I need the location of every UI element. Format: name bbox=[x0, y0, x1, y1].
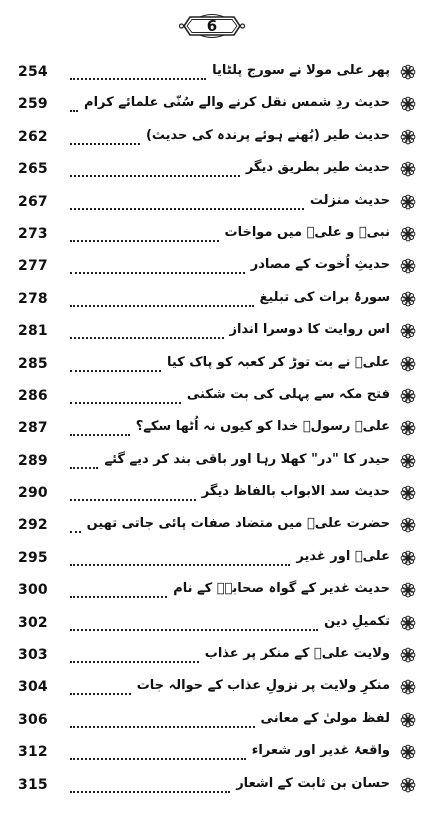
flower-icon bbox=[400, 582, 416, 598]
dotted-leader bbox=[70, 499, 196, 501]
toc-entry-page: 273 bbox=[18, 225, 48, 242]
flower-icon bbox=[400, 485, 416, 501]
toc-entry-title: حدیث منزلت bbox=[306, 189, 390, 213]
toc-entry-title: علیؑ اور غدیر bbox=[292, 545, 390, 569]
toc-entry[interactable] bbox=[0, 771, 424, 803]
toc-entry[interactable] bbox=[0, 252, 424, 284]
flower-icon bbox=[400, 194, 416, 210]
toc-entry-title: واقعۂ غدیر اور شعراء bbox=[248, 739, 390, 763]
toc-entry-title: حیدر کا "در" کھلا رہا اور باقی بند کر دیے گئے bbox=[100, 448, 390, 472]
toc-entry-title: ولایت علیؑ کے منکر پر عذاب bbox=[201, 642, 390, 666]
toc-entry-title: حدیث ردِ شمس نقل کرنے والے سُنّی علمائے کرام bbox=[80, 91, 390, 115]
toc-entry[interactable] bbox=[0, 285, 424, 317]
toc-entry-title: سورۂ برات کی تبلیغ bbox=[256, 286, 391, 310]
toc-entry[interactable] bbox=[0, 511, 424, 543]
toc-entry-title: منکرِ ولایت پر نزولِ عذاب کے حوالہ جات bbox=[133, 674, 390, 698]
flower-icon bbox=[400, 517, 416, 533]
toc-entry-title: حدیثِ اُخوت کے مصادر bbox=[247, 253, 390, 277]
flower-icon bbox=[400, 550, 416, 566]
toc-entry-page: 262 bbox=[18, 128, 48, 145]
dotted-leader bbox=[70, 726, 255, 728]
toc-entry-title: اس روایت کا دوسرا انداز bbox=[226, 318, 390, 342]
dotted-leader bbox=[70, 143, 140, 145]
dotted-leader bbox=[70, 434, 130, 436]
flower-icon bbox=[400, 161, 416, 177]
toc-entry-page: 292 bbox=[18, 517, 48, 534]
toc-entry-title: فتح مکہ سے پہلی کی بت شکنی bbox=[183, 383, 390, 407]
toc-entry-page: 315 bbox=[18, 776, 48, 793]
toc-entry-title: حضرت علیؑ میں متضاد صفات پائی جاتی تھیں bbox=[83, 512, 390, 536]
toc-entry[interactable] bbox=[0, 220, 424, 252]
dotted-leader bbox=[70, 402, 181, 404]
toc-entry-page: 295 bbox=[18, 549, 48, 566]
toc-entry[interactable] bbox=[0, 188, 424, 220]
toc-entry-title: حدیث سد الابواب بالفاظ دیگر bbox=[198, 480, 390, 504]
flower-icon bbox=[400, 420, 416, 436]
dotted-leader bbox=[70, 305, 254, 307]
dotted-leader bbox=[70, 240, 219, 242]
dotted-leader bbox=[70, 78, 206, 80]
flower-icon bbox=[400, 323, 416, 339]
toc-entry[interactable] bbox=[0, 317, 424, 349]
dotted-leader bbox=[70, 758, 246, 760]
page-number-frame bbox=[178, 12, 246, 40]
flower-icon bbox=[400, 453, 416, 469]
dotted-leader bbox=[70, 272, 245, 274]
toc-entry-title: حدیث طیر بطریق دیگر bbox=[242, 156, 390, 180]
dotted-leader bbox=[70, 661, 199, 663]
toc-entry-page: 285 bbox=[18, 355, 48, 372]
toc-entry[interactable] bbox=[0, 155, 424, 187]
toc-entry-title: حسان بن ثابت کے اشعار bbox=[232, 772, 390, 796]
toc-entry-title: علیؑ نے بت توڑ کر کعبہ کو پاک کیا bbox=[163, 351, 390, 375]
toc-entry[interactable] bbox=[0, 382, 424, 414]
toc-entry-page: 290 bbox=[18, 485, 48, 502]
toc-entry-page: 286 bbox=[18, 387, 48, 404]
toc-entry[interactable] bbox=[0, 706, 424, 738]
toc-entry[interactable] bbox=[0, 350, 424, 382]
toc-entry-title: علیؑ رسولؐ خدا کو کیوں نہ اُٹھا سکے؟ bbox=[132, 415, 390, 439]
dotted-leader bbox=[70, 370, 161, 372]
toc-entry-page: 306 bbox=[18, 711, 48, 728]
dotted-leader bbox=[70, 110, 78, 112]
toc-entry[interactable] bbox=[0, 609, 424, 641]
flower-icon bbox=[400, 744, 416, 760]
toc-entry[interactable] bbox=[0, 414, 424, 446]
toc-entry-page: 312 bbox=[18, 744, 48, 761]
toc-entry-page: 254 bbox=[18, 64, 48, 80]
toc-entry-title: نبیؐ و علیؑ میں مواخات bbox=[221, 221, 391, 245]
toc-entry[interactable] bbox=[0, 544, 424, 576]
dotted-leader bbox=[70, 629, 318, 631]
toc-entry[interactable] bbox=[0, 90, 424, 122]
dotted-leader bbox=[70, 596, 167, 598]
toc-entry-page: 259 bbox=[18, 96, 48, 113]
flower-icon bbox=[400, 356, 416, 372]
dotted-leader bbox=[70, 208, 304, 210]
toc-entry[interactable] bbox=[0, 673, 424, 705]
toc-entry[interactable] bbox=[0, 479, 424, 511]
toc-entry-page: 304 bbox=[18, 679, 48, 696]
dotted-leader bbox=[70, 564, 290, 566]
dotted-leader bbox=[70, 337, 224, 339]
toc-entry-title: حدیث غدیر کے گواہ صحابہؓ کے نام bbox=[169, 577, 390, 601]
flower-icon bbox=[400, 291, 416, 307]
flower-icon bbox=[400, 777, 416, 793]
flower-icon bbox=[400, 226, 416, 242]
flower-icon bbox=[400, 96, 416, 112]
dotted-leader bbox=[70, 531, 81, 533]
toc-entry-page: 300 bbox=[18, 582, 48, 599]
flower-icon bbox=[400, 388, 416, 404]
flower-icon bbox=[400, 64, 416, 80]
toc-entry-page: 302 bbox=[18, 614, 48, 631]
toc-entry-title: لفظ مولیٰ کے معانی bbox=[257, 707, 390, 731]
toc-entry-page: 287 bbox=[18, 420, 48, 437]
dotted-leader bbox=[70, 693, 131, 695]
table-of-contents bbox=[0, 58, 424, 803]
toc-entry-page: 289 bbox=[18, 452, 48, 469]
toc-entry-page: 267 bbox=[18, 193, 48, 210]
dotted-leader bbox=[70, 175, 240, 177]
toc-entry[interactable] bbox=[0, 576, 424, 608]
flower-icon bbox=[400, 615, 416, 631]
toc-entry-title: تکمیلِ دین bbox=[320, 610, 390, 634]
flower-icon bbox=[400, 679, 416, 695]
toc-entry-page: 278 bbox=[18, 290, 48, 307]
page-number: 6 bbox=[206, 17, 218, 35]
toc-entry[interactable] bbox=[0, 447, 424, 479]
toc-entry[interactable] bbox=[0, 738, 424, 770]
toc-entry[interactable] bbox=[0, 123, 424, 155]
dotted-leader bbox=[70, 791, 230, 793]
flower-icon bbox=[400, 129, 416, 145]
toc-entry-title: حدیث طیر (بُھنے ہوئے پرندہ کی حدیث) bbox=[142, 124, 390, 148]
toc-entry-page: 303 bbox=[18, 647, 48, 664]
dotted-leader bbox=[70, 467, 98, 469]
flower-icon bbox=[400, 258, 416, 274]
toc-entry-page: 281 bbox=[18, 323, 48, 340]
toc-entry[interactable] bbox=[0, 641, 424, 673]
flower-icon bbox=[400, 647, 416, 663]
flower-icon bbox=[400, 712, 416, 728]
toc-entry-title: پھر علی مولا نے سورج پلٹایا bbox=[208, 59, 390, 83]
toc-entry-page: 277 bbox=[18, 258, 48, 275]
toc-entry-page: 265 bbox=[18, 161, 48, 178]
toc-entry[interactable] bbox=[0, 58, 424, 90]
